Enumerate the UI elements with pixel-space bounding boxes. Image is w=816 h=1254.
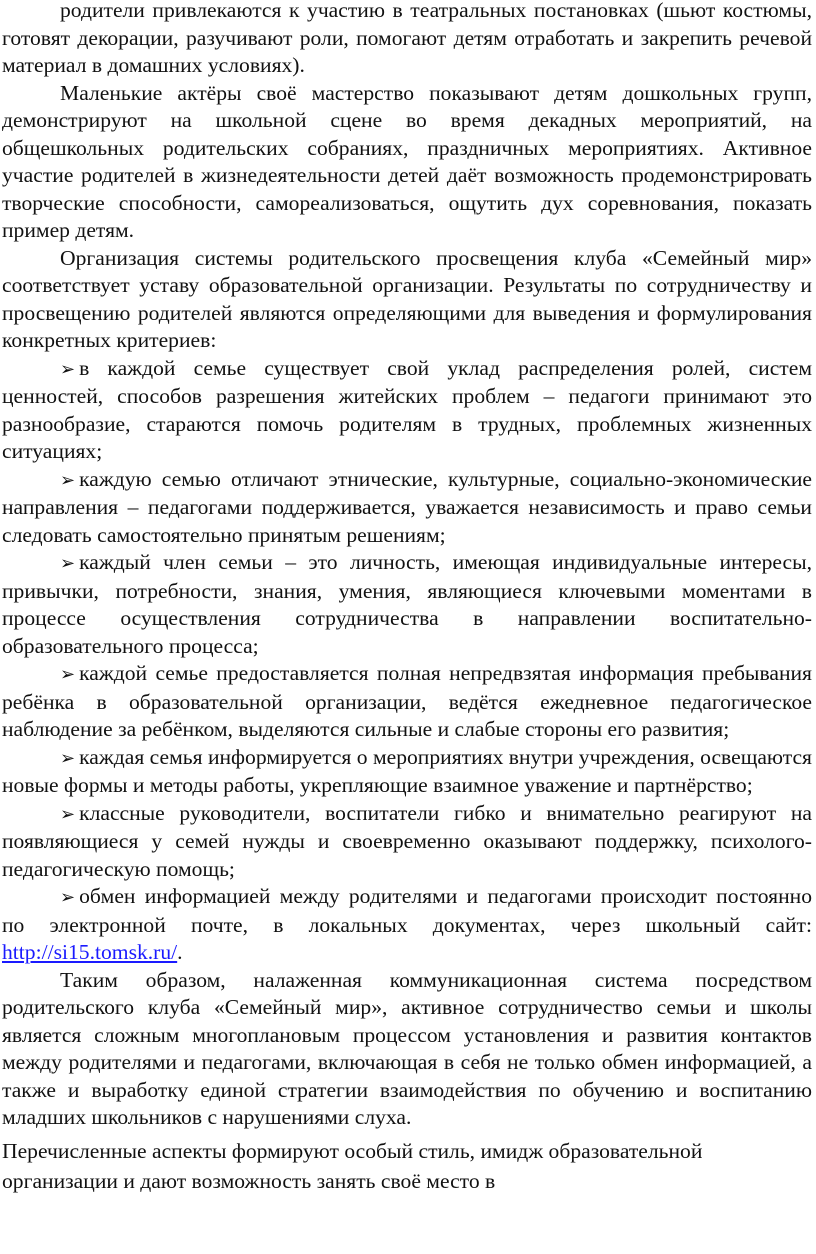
arrow-bullet-icon: ➢ <box>60 803 76 825</box>
criteria-item <box>2 744 812 800</box>
criteria-item-text: каждую семью отличают этнические, культурные, социально-экономические направления – педагогами поддерживается, уважается независимость и право семьи следовать самостоятельно принятым решениям; <box>2 466 812 547</box>
arrow-bullet-icon: ➢ <box>60 358 76 380</box>
arrow-bullet-icon: ➢ <box>60 887 76 908</box>
criteria-item-text: каждая семья информируется о мероприятиях внутри учреждения, освещаются новые формы и методы работы, укрепляющие взаимное уважение и партнёрство; <box>2 744 812 797</box>
arrow-bullet-icon: ➢ <box>60 664 76 685</box>
paragraph-club-organization: Организация системы родительского просвещения клуба «Семейный мир» соответствует уставу образовательной организации. Результаты по сотрудничеству и просвещению родителей являются определяющими для выведения и формулирования конкретных критериев: <box>2 245 812 352</box>
criteria-item <box>2 549 812 660</box>
criteria-item-text: каждой семье предоставляется полная непредвзятая информация пребывания ребёнка в образовательной организации, ведётся ежедневное педагогическое наблюдение за ребёнком, выделяются сильные и слабые стороны его развития; <box>2 661 812 741</box>
criteria-item <box>2 660 812 744</box>
arrow-bullet-icon: ➢ <box>60 469 76 491</box>
paragraph-little-actors: Маленькие актёры своё мастерство показывают детям дошкольных групп, демонстрируют на школьной сцене во время декадных мероприятий, на общешкольных родительских собраниях, праздничных мероприятиях. Активное участие родителей в жизнедеятельности детей даёт возможность продемонстрировать творческие способности, самореализоваться, ощутить дух соревнования, показать пример детям. <box>2 80 812 242</box>
school-site-link[interactable]: http://si15.tomsk.ru/ <box>2 940 178 964</box>
paragraph-parents-theatre: родители привлекаются к участию в театральных постановках (шьют костюмы, готовят декорации, разучивают роли, помогают детям отработать и закрепить речевой материал в домашних условиях). <box>2 0 812 77</box>
paragraph-conclusion: Таким образом, налаженная коммуникационная система посредством родительского клуба «Семейный мир», активное сотрудничество семьи и школы является сложным многоплановым процессом установления и развития контактов между родителями и педагогами, включающая в себя не только обмен информацией, а также и выработку единой стратегии взаимодействия по обучению и воспитанию младших школьников с нарушениями слуха. <box>2 967 812 1129</box>
criteria-item-text: в каждой семье существует свой уклад распределения ролей, систем ценностей, способов разрешения житейских проблем – педагоги принимают это разнообразие, стараются помочь родителям в трудных, проблемных жизненных ситуациях; <box>2 355 812 463</box>
criteria-item-end: . <box>177 940 183 964</box>
criteria-item <box>2 355 812 466</box>
arrow-bullet-icon: ➢ <box>60 553 76 574</box>
criteria-item <box>2 800 812 884</box>
criteria-item-text: обмен информацией между родителями и педагогами происходит постоянно по электронной почте, в локальных документах, через школьный сайт: <box>2 884 812 937</box>
criteria-item <box>2 466 812 550</box>
paragraph-aspects: Перечисленные аспекты формируют особый стиль, имидж образовательной организации и дают возможность занять своё место в <box>2 1138 703 1193</box>
criteria-item-text: каждый член семьи – это личность, имеющая индивидуальные интересы, привычки, потребности, знания, умения, являющиеся ключевыми моментами в процессе осуществления сотрудничества в направлении воспитательно-образовательного процесса; <box>2 550 812 658</box>
criteria-item-text: классные руководители, воспитатели гибко и внимательно реагируют на появляющиеся у семей нужды и своевременно оказывают поддержку, психолого-педагогическую помощь; <box>2 800 812 881</box>
criteria-item <box>2 883 812 967</box>
arrow-bullet-icon: ➢ <box>60 747 76 769</box>
